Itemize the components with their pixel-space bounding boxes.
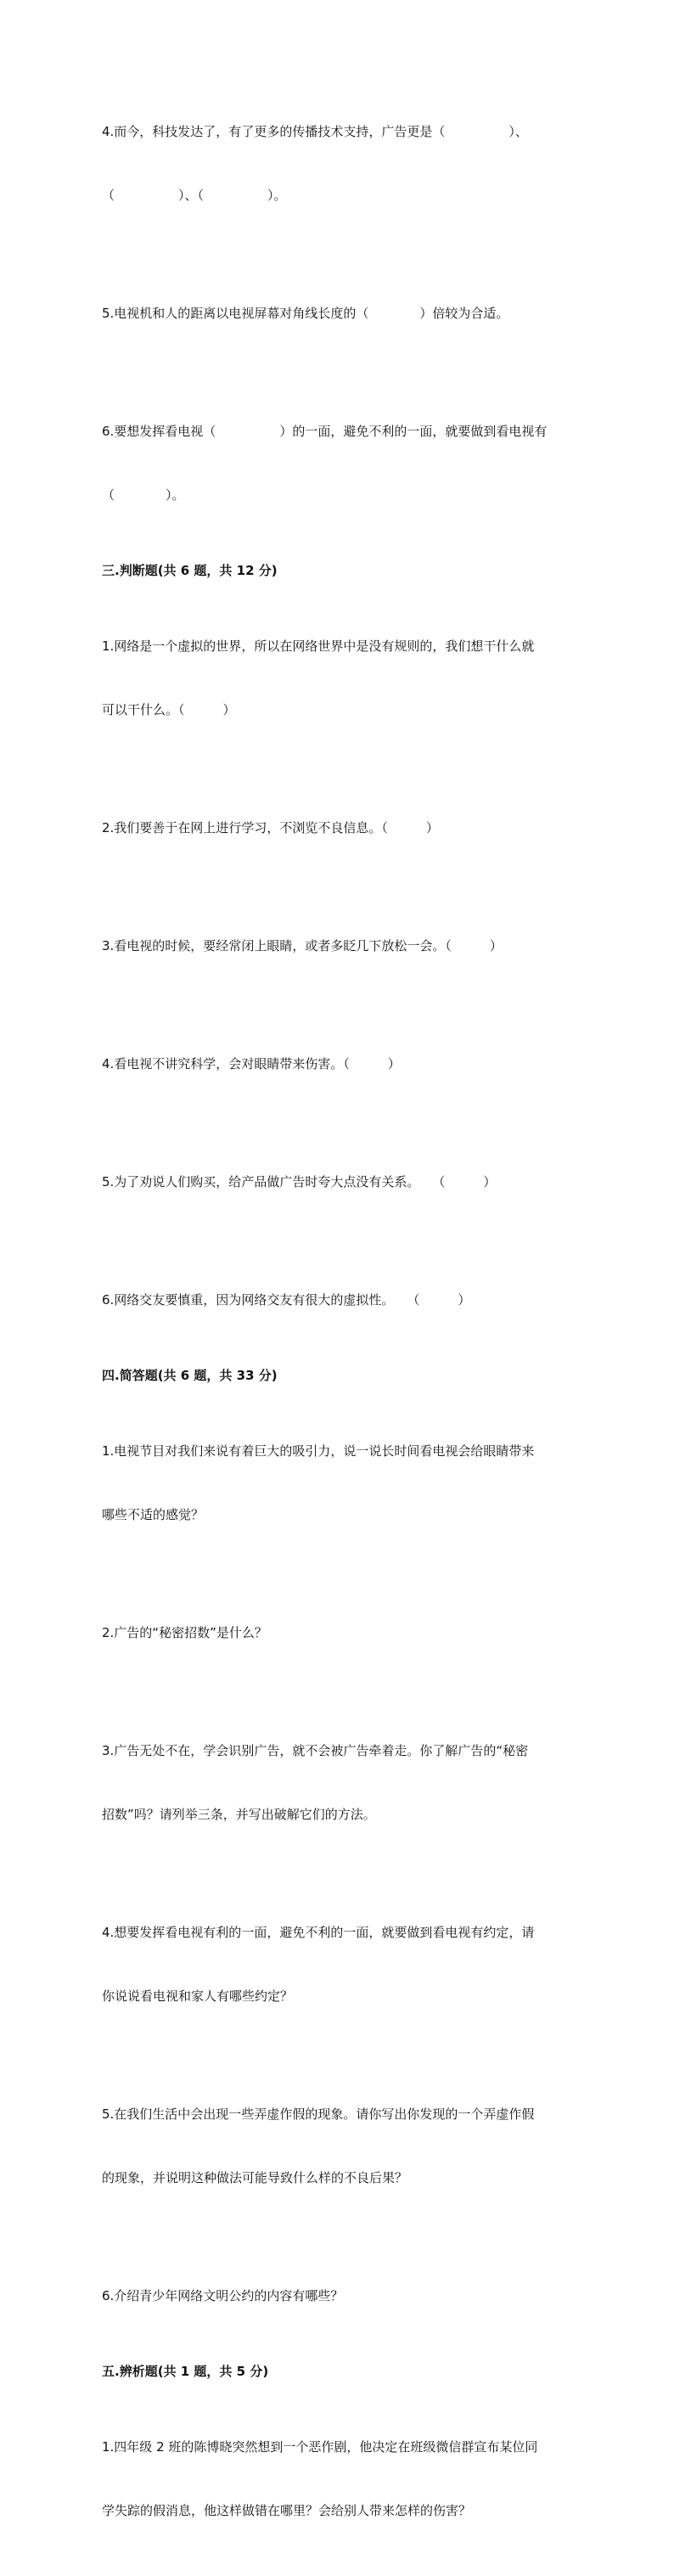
- short-answer-question-4: [102, 1880, 577, 2050]
- worksheet-page: [102, 79, 577, 2576]
- section-title-analysis: 五.辨析题(共 1 题，共 5 分): [102, 2364, 269, 2379]
- question-line: 可以干什么。（ ）: [102, 702, 236, 717]
- fill-blank-question-4: [102, 79, 577, 249]
- true-false-question-1: [102, 593, 577, 763]
- question-line: （ ）。: [102, 487, 185, 503]
- true-false-question-6: [102, 1247, 577, 1353]
- short-answer-question-6: [102, 2243, 577, 2349]
- true-false-question-5: [102, 1129, 577, 1235]
- question-line: 5.电视机和人的距离以电视屏幕对角线长度的（ ）倍较为合适。: [102, 306, 509, 321]
- question-line: 4.想要发挥看电视有利的一面，避免不利的一面，就要做到看电视有约定，请: [102, 1925, 535, 1940]
- analysis-question-1: [102, 2394, 577, 2564]
- question-line: 4.而今，科技发达了，有了更多的传播技术支持，广告更是（ ）、: [102, 124, 528, 139]
- question-line: 6.要想发挥看电视（ ）的一面，避免不利的一面，就要做到看电视有: [102, 424, 548, 439]
- question-line: 1.电视节目对我们来说有着巨大的吸引力，说一说长时间看电视会给眼睛带来: [102, 1443, 535, 1459]
- question-line: 1.网络是一个虚拟的世界，所以在网络世界中是没有规则的，我们想干什么就: [102, 638, 535, 654]
- question-line: 5.在我们生活中会出现一些弄虚作假的现象。请你写出你发现的一个弄虚作假: [102, 2106, 535, 2122]
- question-line: （ ）、（ ）。: [102, 188, 287, 203]
- question-line: 3.看电视的时候，要经常闭上眼睛，或者多眨几下放松一会。（ ）: [102, 938, 503, 953]
- section-title-true-false: 三.判断题(共 6 题，共 12 分): [102, 563, 278, 578]
- true-false-question-2: [102, 775, 577, 881]
- question-line: 5.为了劝说人们购买，给产品做广告时夸大点没有关系。 （ ）: [102, 1174, 497, 1190]
- question-line: 2.我们要善于在网上进行学习，不浏览不良信息。（ ）: [102, 820, 439, 835]
- question-line: 你说说看电视和家人有哪些约定？: [102, 1988, 294, 2004]
- short-answer-question-1: [102, 1398, 577, 1568]
- question-line: 4.看电视不讲究科学，会对眼睛带来伤害。（ ）: [102, 1056, 401, 1071]
- short-answer-question-2: [102, 1580, 577, 1686]
- section-title-short-answer: 四.简答题(共 6 题，共 33 分): [102, 1368, 278, 1383]
- true-false-question-3: [102, 893, 577, 999]
- question-line: 6.介绍青少年网络文明公约的内容有哪些？: [102, 2288, 344, 2303]
- short-answer-question-3: [102, 1698, 577, 1868]
- true-false-question-4: [102, 1011, 577, 1117]
- question-line: 学失踪的假消息，他这样做错在哪里？会给别人带来怎样的伤害？: [102, 2503, 472, 2518]
- question-line: 招数”吗？请列举三条，并写出破解它们的方法。: [102, 1807, 376, 1822]
- short-answer-question-5: [102, 2061, 577, 2231]
- fill-blank-question-5: [102, 261, 577, 367]
- question-line: 哪些不适的感觉？: [102, 1507, 205, 1522]
- question-line: 2.广告的“秘密招数”是什么？: [102, 1625, 267, 1640]
- question-line: 3.广告无处不在，学会识别广告，就不会被广告牵着走。你了解广告的“秘密: [102, 1743, 529, 1758]
- fill-blank-question-6: [102, 379, 577, 548]
- question-line: 的现象，并说明这种做法可能导致什么样的不良后果？: [102, 2170, 408, 2185]
- question-line: 1.四年级 2 班的陈博晓突然想到一个恶作剧，他决定在班级微信群宣布某位同: [102, 2439, 538, 2455]
- question-line: 6.网络交友要慎重，因为网络交友有很大的虚拟性。 （ ）: [102, 1292, 471, 1308]
